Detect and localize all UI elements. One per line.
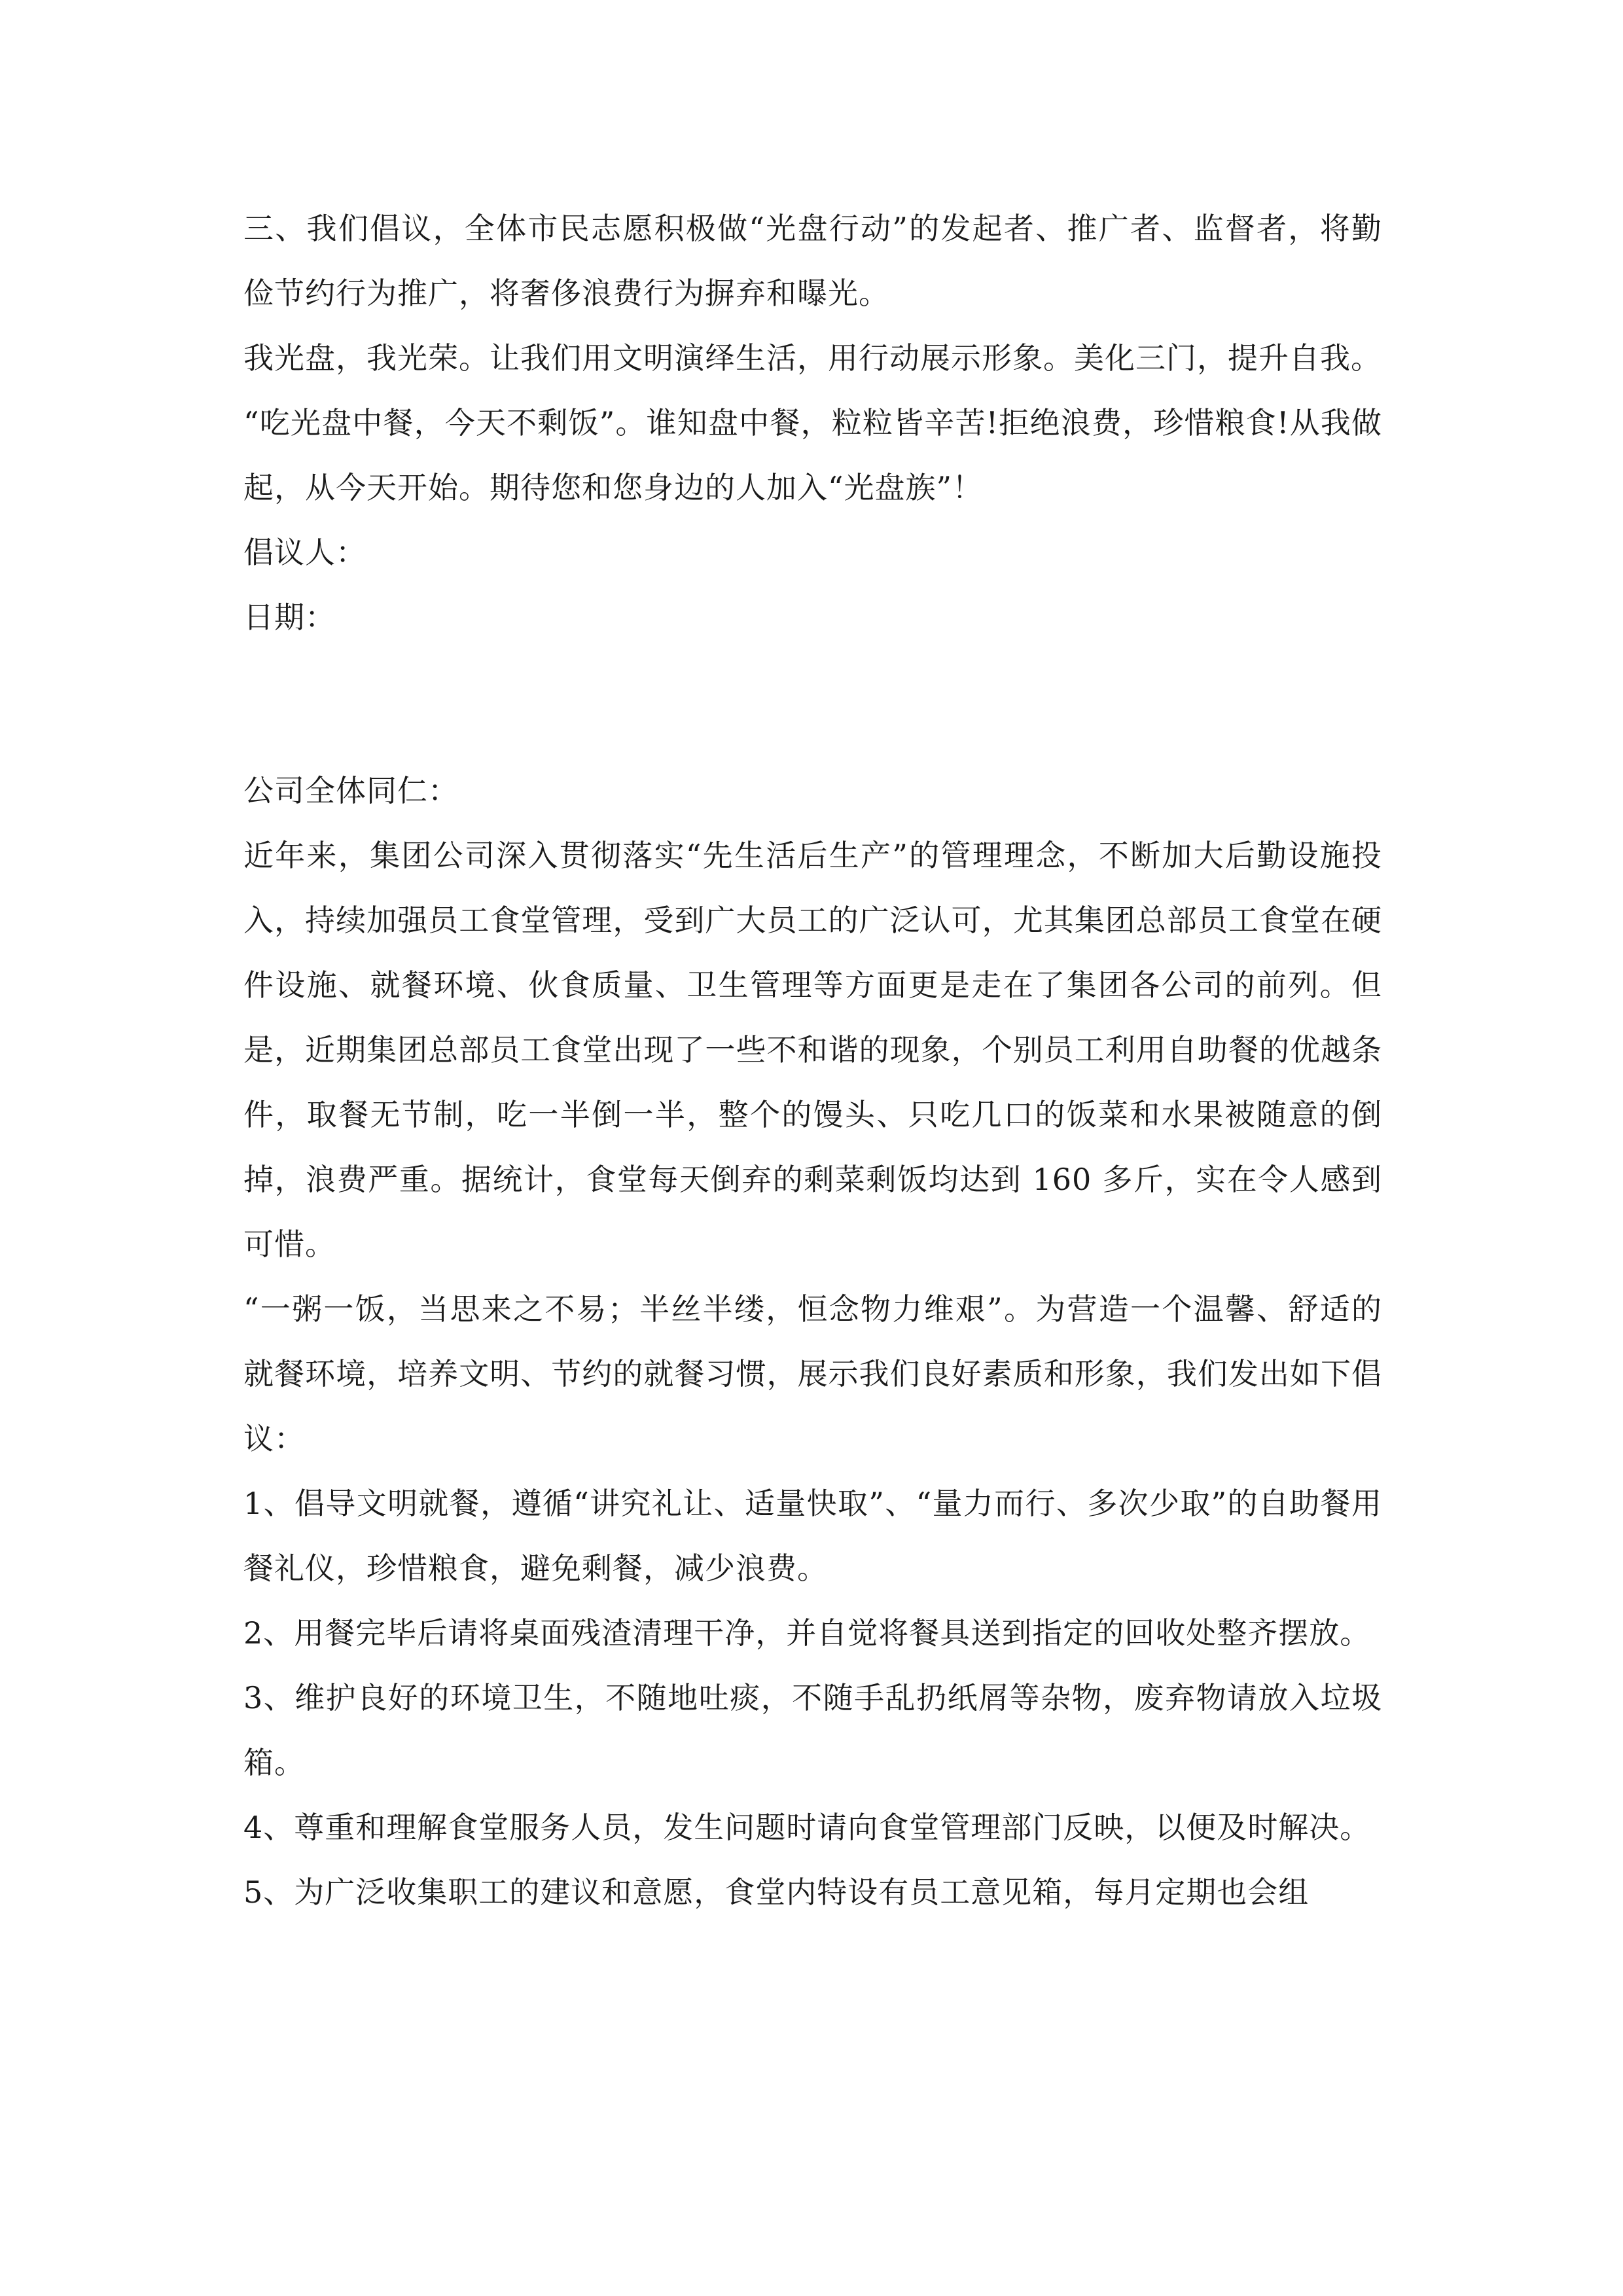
paragraph-background: 近年来，集团公司深入贯彻落实“先生活后生产”的管理理念，不断加大后勤设施投入，持续加强员工食堂管理，受到广大员工的广泛认可，尤其集团总部员工食堂在硬件设施、就餐环境、伙食质量、卫生管理等方面更是走在了集团各公司的前列。但是，近期集团总部员工食堂出现了一些不和谐的现象，个别员工利用自助餐的优越条件，取餐无节制，吃一半倒一半，整个的馒头、只吃几口的饭菜和水果被随意的倒掉，浪费严重。据统计，食堂每天倒弃的剩菜剩饭均达到 160 多斤，实在令人感到可惜。 — [243, 838, 1382, 1262]
list-item-2: 2、用餐完毕后请将桌面残渣清理干净，并自觉将餐具送到指定的回收处整齐摆放。 — [243, 1615, 1371, 1651]
canteen-proposal-section — [243, 759, 1382, 1925]
date-label: 日期： — [243, 600, 336, 635]
list-item-3: 3、维护良好的环境卫生，不随地吐痰，不随手乱扔纸屑等杂物，废弃物请放入垃圾箱。 — [243, 1680, 1382, 1780]
list-item-5: 5、为广泛收集职工的建议和意愿，食堂内特设有员工意见箱，每月定期也会组 — [243, 1874, 1310, 1910]
paragraph-quote-intro: “一粥一饭，当思来之不易；半丝半缕，恒念物力维艰”。为营造一个温馨、舒适的就餐环境，培养文明、节约的就餐习惯，展示我们良好素质和形象，我们发出如下倡议： — [243, 1291, 1382, 1456]
list-item-1: 1、倡导文明就餐，遵循“讲究礼让、适量快取”、“量力而行、多次少取”的自助餐用餐礼仪，珍惜粮食，避免剩餐，减少浪费。 — [243, 1486, 1382, 1586]
proposer-label: 倡议人： — [243, 535, 366, 570]
salutation: 公司全体同仁： — [243, 773, 459, 808]
paragraph-proposal-three: 三、我们倡议，全体市民志愿积极做“光盘行动”的发起者、推广者、监督者，将勤俭节约行为推广，将奢侈浪费行为摒弃和曝光。 — [243, 211, 1382, 311]
paragraph-slogan: 我光盘，我光荣。让我们用文明演绎生活，用行动展示形象。美化三门，提升自我。 — [243, 340, 1382, 376]
list-item-4: 4、尊重和理解食堂服务人员，发生问题时请向食堂管理部门反映，以便及时解决。 — [243, 1810, 1371, 1845]
paragraph-call-to-action: “吃光盘中餐，今天不剩饭”。谁知盘中餐，粒粒皆辛苦!拒绝浪费，珍惜粮食!从我做起，从今天开始。期待您和您身边的人加入“光盘族”！ — [243, 405, 1382, 505]
proposal-closing-section — [243, 196, 1382, 650]
